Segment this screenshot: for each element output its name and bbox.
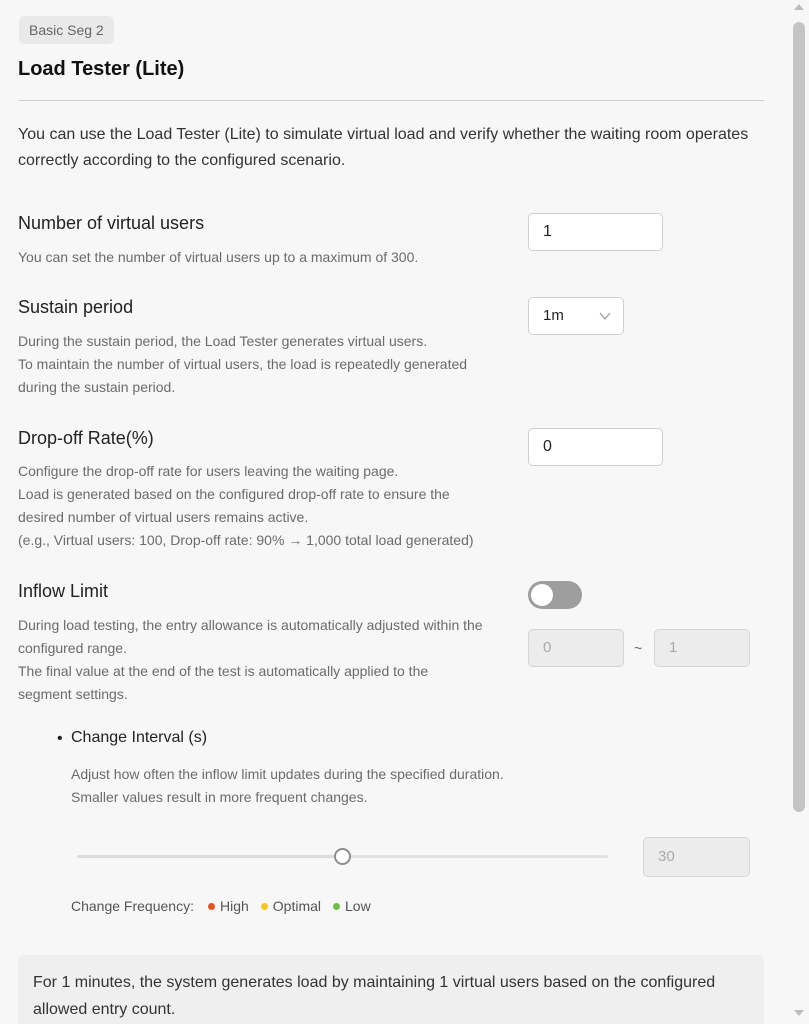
dropoff-rate-input[interactable]: 0 (528, 428, 663, 466)
summary-box: For 1 minutes, the system generates load by maintaining 1 virtual users based on the configured allowed entry count. (18, 955, 764, 1024)
sustain-period-select[interactable] (528, 297, 624, 335)
change-interval-desc-line: Adjust how often the inflow limit updates during the specified duration. (71, 766, 504, 782)
page-title: Load Tester (Lite) (18, 58, 185, 80)
change-interval-title: Change Interval (s) (71, 729, 208, 746)
frequency-low (333, 898, 371, 914)
inflow-desc-line: The final value at the end of the test is automatically applied to the (18, 663, 429, 679)
sustain-desc-line: During the sustain period, the Load Tester generates virtual users. (18, 333, 428, 349)
scroll-down-icon[interactable] (793, 1008, 805, 1018)
sustain-period-value: 1m (543, 307, 564, 324)
change-frequency-label: Change Frequency: (71, 898, 194, 914)
dropoff-desc-line: Configure the drop-off rate for users leaving the waiting page. (18, 463, 399, 479)
inflow-limit-title: Inflow Limit (18, 581, 109, 601)
frequency-high (208, 898, 249, 914)
chevron-down-icon (599, 310, 611, 322)
frequency-optimal (261, 898, 321, 914)
dropoff-desc-line: desired number of virtual users remains active. (18, 509, 309, 525)
dropoff-rate-title: Drop-off Rate(%) (18, 428, 154, 448)
scroll-up-icon[interactable] (793, 2, 805, 12)
bullet: • (57, 730, 63, 747)
title-divider (18, 100, 764, 101)
inflow-desc-line: configured range. (18, 640, 127, 656)
dropoff-desc-line: (e.g., Virtual users: 100, Drop-off rate: 90% → 1,000 total load generated) (18, 532, 474, 548)
optimal-dot-icon (261, 903, 268, 910)
intro-text: You can use the Load Tester (Lite) to simulate virtual load and verify whether the waiting room operates correctly according to the configured scenario. (18, 126, 749, 169)
sustain-desc-line: during the sustain period. (18, 379, 176, 395)
sustain-period-desc (18, 330, 518, 399)
dropoff-rate-desc (18, 460, 518, 552)
frequency-optimal-label: Optimal (272, 898, 321, 914)
scrollbar-thumb[interactable] (793, 22, 805, 812)
high-dot-icon (208, 903, 215, 910)
slider-fill (77, 855, 343, 858)
sustain-desc-line: To maintain the number of virtual users, the load is repeatedly generated (18, 356, 468, 372)
segment-badge: Basic Seg 2 (19, 16, 114, 44)
change-interval-value[interactable]: 30 (643, 837, 750, 877)
change-interval-desc (71, 763, 631, 809)
range-separator: ~ (634, 640, 643, 656)
virtual-users-desc: You can set the number of virtual users up to a maximum of 300. (18, 249, 419, 265)
inflow-limit-toggle[interactable] (528, 581, 582, 609)
frequency-low-label: Low (345, 898, 371, 914)
sustain-period-title: Sustain period (18, 297, 134, 317)
virtual-users-title: Number of virtual users (18, 213, 205, 233)
low-dot-icon (333, 903, 340, 910)
virtual-users-input[interactable]: 1 (528, 213, 663, 251)
change-interval-slider-thumb[interactable] (334, 848, 351, 865)
change-interval-desc-line: Smaller values result in more frequent changes. (71, 789, 368, 805)
inflow-desc-line: During load testing, the entry allowance is automatically adjusted within the (18, 617, 483, 633)
toggle-knob (531, 584, 553, 606)
dropoff-desc-line: Load is generated based on the configured drop-off rate to ensure the (18, 486, 450, 502)
inflow-desc-line: segment settings. (18, 686, 128, 702)
change-frequency-legend (71, 898, 383, 914)
inflow-max-input[interactable]: 1 (654, 629, 750, 667)
inflow-limit-desc (18, 614, 523, 706)
inflow-min-input[interactable]: 0 (528, 629, 624, 667)
frequency-high-label: High (219, 898, 249, 914)
